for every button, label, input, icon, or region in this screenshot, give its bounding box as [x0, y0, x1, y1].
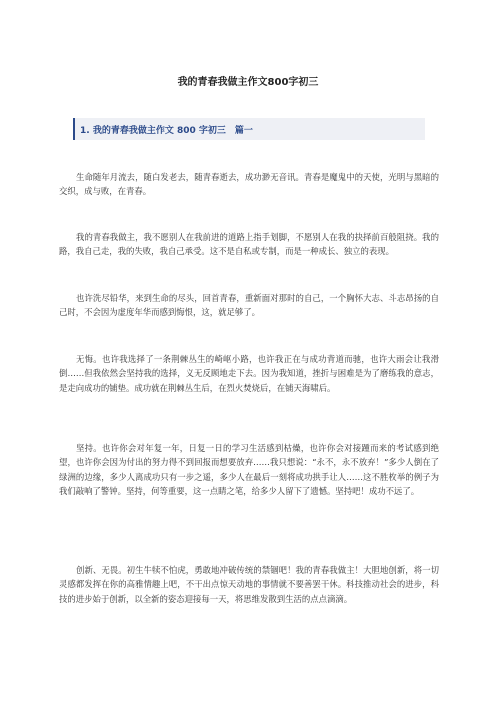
paragraph-4: 无悔。也许我选择了一条荆棘丛生的崎岖小路，也许我正在与成功背道而驰，也许大雨会让我滑倒……但我依然会坚持我的选择，义无反顾地走下去。因为我知道，挫折与困难是为了磨练我的意志，是走向成功的铺垫。成功就在荆棘丛生后，在烈火焚烧后，在铺天海啸后。 [59, 354, 439, 393]
paragraph-1: 生命随年月流去，随白发老去，随青春逝去，成功渺无音讯。青春是魔鬼中的天使，光明与黑暗的交织，成与败，在青春。 [59, 172, 439, 197]
paragraph-3: 也许洗尽铅华，来到生命的尽头，回首青春，重新面对那时的自己，一个胸怀大志、斗志昂扬的自己时，不会因为虚度年华而感到悔恨，这，就足够了。 [59, 293, 439, 318]
paragraph-2: 我的青春我做主，我不愿别人在我前进的道路上指手划脚，不愿别人在我的抉择前百般阻挠。我的路，我自己走，我的失败，我自己承受。这不是自私或专制，而是一种成长、独立的表现。 [59, 232, 439, 257]
section-heading: 1. 我的青春我做主作文 800 字初三 篇一 [80, 126, 253, 136]
section-heading-bar [73, 118, 425, 140]
paragraph-6: 创新、无畏。初生牛犊不怕虎，勇敢地冲破传统的禁锢吧！我的青春我做主！大胆地创新，将一切灵感都发挥在你的高雅情趣上吧，不干出点惊天动地的事情就不要善罢干休。科技推动社会的进步，科技的进步始于创新，以全新的姿态迎接每一天，将思维发散到生活的点点滴滴。 [59, 565, 439, 604]
paragraph-5: 坚持。也许你会对年复一年，日复一日的学习生活感到枯燥，也许你会对接踵而来的考试感到绝望，也许你会因为付出的努力得不到回报而想要放弃……我只想说：“永不，永不放弃！”多少人倒在了绿洲的边缘，多少人离成功只有一步之遥，多少人在最后一刻将成功拱手让人……这不胜枚举的例子为我们敲响了警钟。坚持，何等重要，这一点睛之笔，给多少人留下了遗憾。坚持吧！成功不远了。 [59, 443, 439, 497]
document-title: 我的青春我做主作文800字初三 [177, 77, 319, 88]
